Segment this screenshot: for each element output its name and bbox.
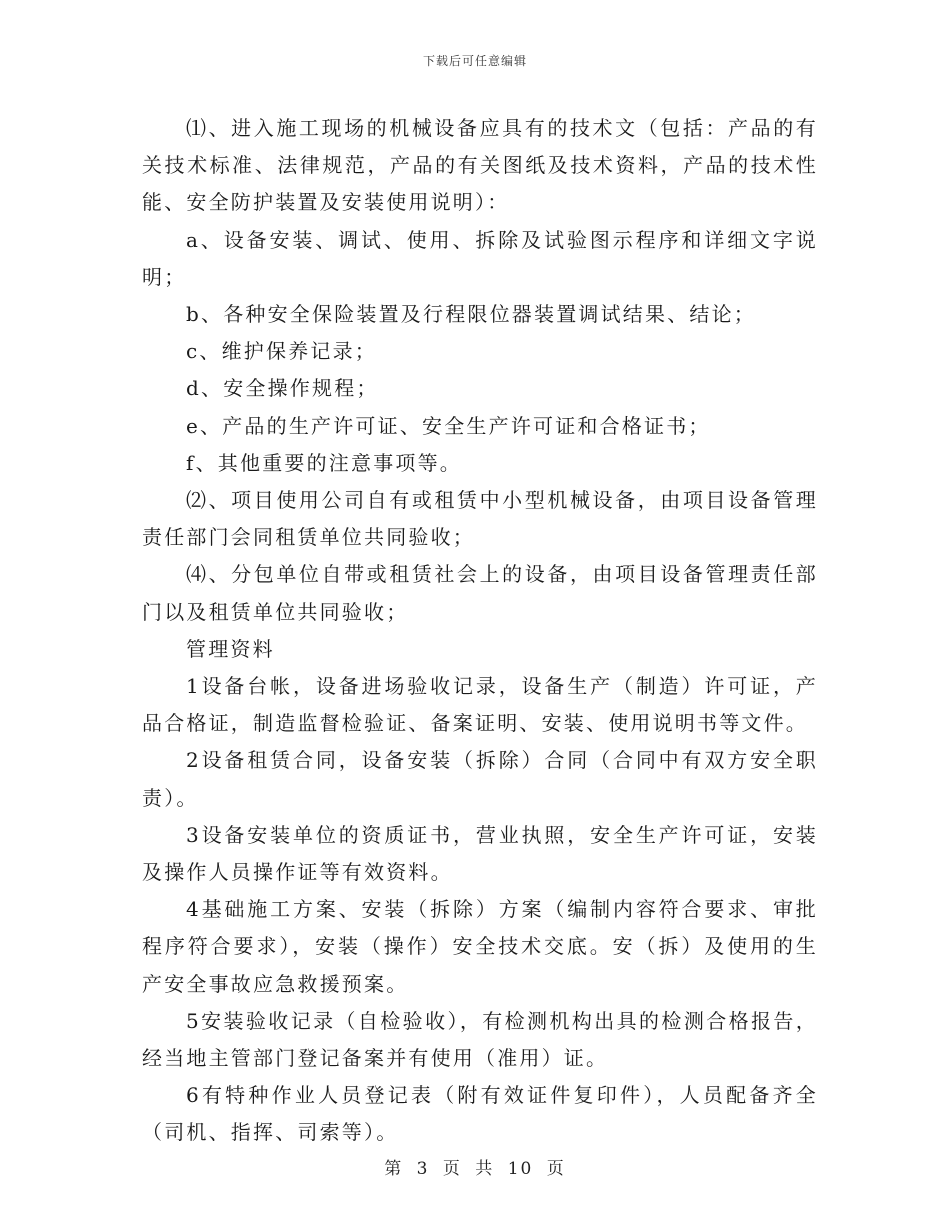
paragraph-11: 1设备台帐，设备进场验收记录，设备生产（制造）许可证，产品合格证，制造监督检验证、备案证明、安装、使用说明书等文件。 (142, 674, 818, 736)
page-number: 第 3 页 共 10 页 (384, 1159, 566, 1179)
paragraph-1: ⑴、进入施工现场的机械设备应具有的技术文（包括：产品的有关技术标准、法律规范，产品的有关图纸及技术资料，产品的技术性能、安全防护装置及安装使用说明）： (142, 116, 818, 215)
paragraph-12: 2设备租赁合同，设备安装（拆除）合同（合同中有双方安全职责）。 (142, 748, 818, 810)
paragraph-4: c、维护保养记录； (186, 339, 378, 364)
paragraph-6: e、产品的生产许可证、安全生产许可证和合格证书； (186, 413, 711, 438)
paragraph-14: 4基础施工方案、安装（拆除）方案（编制内容符合要求、审批程序符合要求），安装（操作）安全技术交底。安（拆）及使用的生产安全事故应急救援预案。 (142, 897, 818, 996)
paragraph-8: ⑵、项目使用公司自有或租赁中小型机械设备，由项目设备管理责任部门会同租赁单位共同验收； (142, 488, 818, 550)
page-header: 下载后可任意编辑 (422, 54, 527, 68)
section-heading: 管理资料 (186, 636, 275, 661)
paragraph-3: b、各种安全保险装置及行程限位器装置调试结果、结论； (186, 302, 757, 327)
document-body (142, 110, 818, 1152)
paragraph-5: d、安全操作规程； (186, 376, 379, 401)
paragraph-13: 3设备安装单位的资质证书，营业执照，安全生产许可证，安装及操作人员操作证等有效资料。 (142, 822, 818, 885)
paragraph-2: a、设备安装、调试、使用、拆除及试验图示程序和详细文字说明； (142, 227, 818, 289)
paragraph-9: ⑷、分包单位自带或租赁社会上的设备，由项目设备管理责任部门以及租赁单位共同验收； (142, 562, 818, 624)
paragraph-15: 5安装验收记录（自检验收），有检测机构出具的检测合格报告，经当地主管部门登记备案并有使用（准用）证。 (142, 1008, 818, 1071)
paragraph-7: f、其他重要的注意事项等。 (186, 450, 463, 475)
paragraph-16: 6有特种作业人员登记表（附有效证件复印件），人员配备齐全（司机、指挥、司索等）。 (142, 1083, 818, 1145)
